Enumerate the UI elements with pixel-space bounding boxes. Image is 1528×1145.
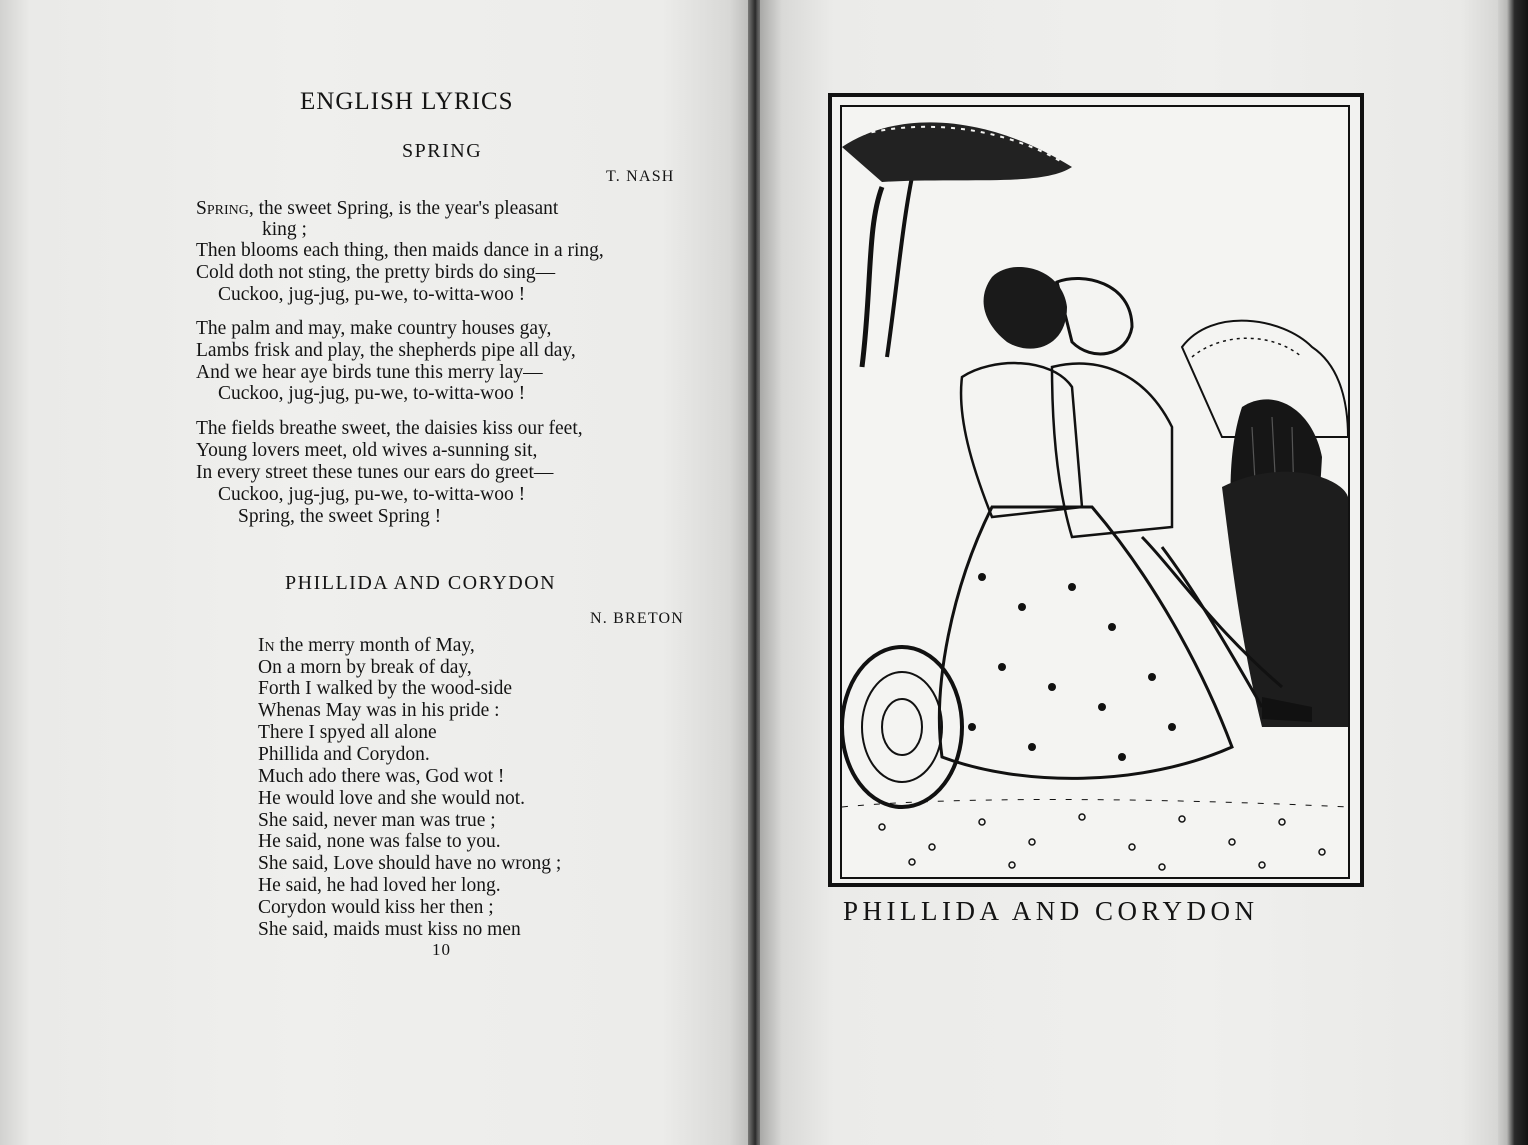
page-number: 10: [432, 940, 451, 959]
poem2-line-11: She said, Love should have no wrong ;: [258, 853, 562, 874]
poem1-line-14: Spring, the sweet Spring !: [238, 506, 442, 527]
poem1-line-10: The fields breathe sweet, the daisies kiss our feet,: [196, 418, 583, 439]
poem1-line-4: Cold doth not sting, the pretty birds do sing—: [196, 262, 556, 283]
poem2-line-14: She said, maids must kiss no men: [258, 919, 521, 940]
page-edge: [1498, 0, 1528, 1145]
left-page: [0, 0, 752, 1145]
poem2-line-7: Much ado there was, God wot !: [258, 766, 505, 787]
poem1-line-5: Cuckoo, jug-jug, pu-we, to-witta-woo !: [218, 284, 526, 305]
poem2-line-8: He would love and she would not.: [258, 788, 526, 809]
poem-author-nash: T. NASH: [606, 168, 675, 185]
illustration: [840, 105, 1350, 879]
poem1-line-1: Spring, the sweet Spring, is the year's pleasant: [196, 198, 559, 219]
illustration-frame: [828, 93, 1364, 887]
poem2-line-9: She said, never man was true ;: [258, 810, 496, 831]
poem2-line-5: There I spyed all alone: [258, 722, 437, 743]
poem-author-breton: N. BRETON: [590, 610, 685, 627]
poem1-line-7: Lambs frisk and play, the shepherds pipe all day,: [196, 340, 576, 361]
poem1-line-13: Cuckoo, jug-jug, pu-we, to-witta-woo !: [218, 484, 526, 505]
illustration-caption: PHILLIDA AND CORYDON: [843, 896, 1259, 926]
poem2-line-13: Corydon would kiss her then ;: [258, 897, 494, 918]
poem2-line-3: Forth I walked by the wood-side: [258, 678, 512, 699]
poem2-line-6: Phillida and Corydon.: [258, 744, 430, 765]
poem1-line-6: The palm and may, make country houses gay,: [196, 318, 552, 339]
poem1-first-word: Spring: [196, 198, 249, 219]
poem1-line-2: king ;: [262, 219, 307, 240]
poem1-line-11: Young lovers meet, old wives a-sunning sit,: [196, 440, 538, 461]
poem1-line-9: Cuckoo, jug-jug, pu-we, to-witta-woo !: [218, 383, 526, 404]
poem2-line-1: In the merry month of May,: [258, 635, 475, 656]
running-head: ENGLISH LYRICS: [300, 88, 514, 115]
poem1-line-8: And we hear aye birds tune this merry lay—: [196, 362, 543, 383]
illustration-drawing: [842, 107, 1348, 877]
poem1-line-3: Then blooms each thing, then maids dance in a ring,: [196, 240, 604, 261]
poem2-line-4: Whenas May was in his pride :: [258, 700, 500, 721]
poem-title-spring: SPRING: [402, 140, 483, 162]
poem1-line-12: In every street these tunes our ears do greet—: [196, 462, 554, 483]
poem-title-phillida: PHILLIDA AND CORYDON: [285, 572, 557, 594]
poem2-first-word: In: [258, 635, 275, 656]
poem2-line-10: He said, none was false to you.: [258, 831, 501, 852]
poem2-line-12: He said, he had loved her long.: [258, 875, 501, 896]
poem2-line-2: On a morn by break of day,: [258, 657, 472, 678]
